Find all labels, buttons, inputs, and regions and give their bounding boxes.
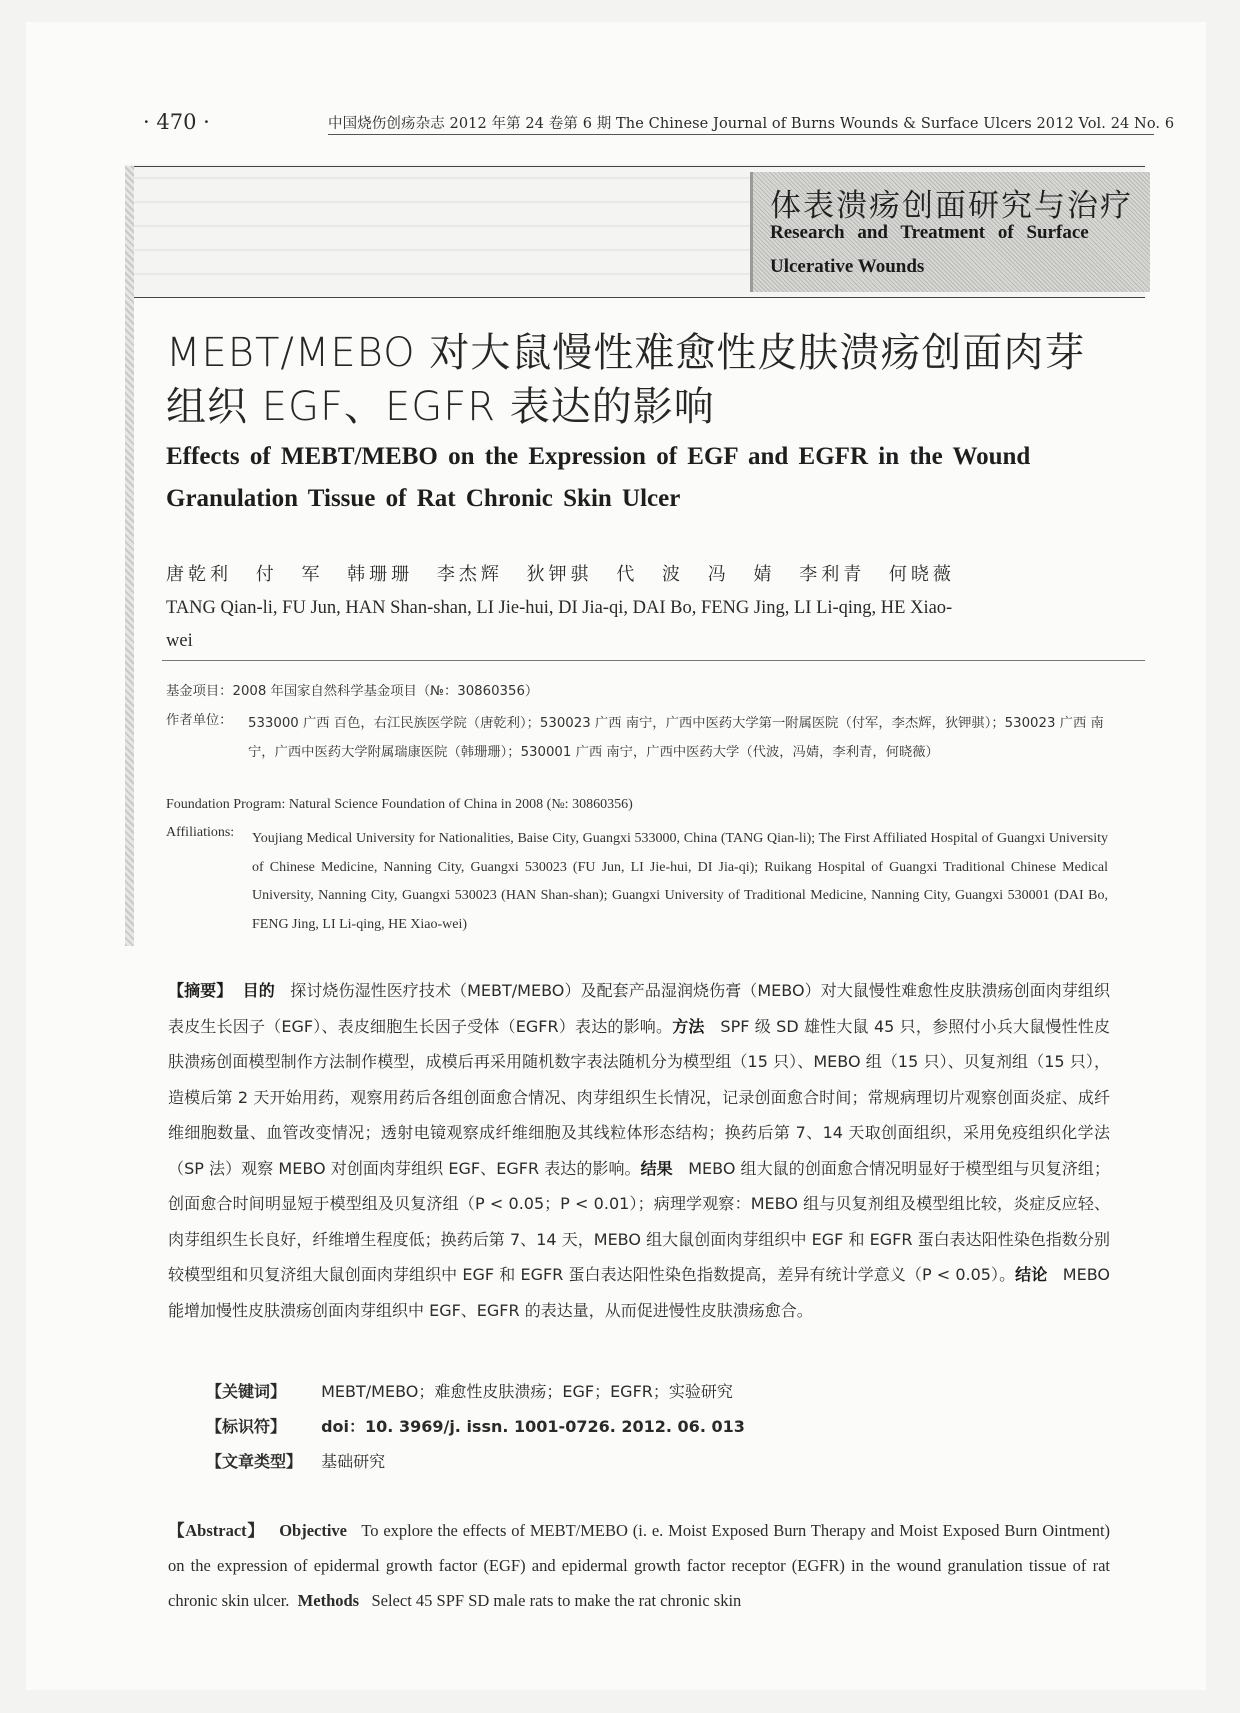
abstract-en-label: 【Abstract】 bbox=[168, 1521, 265, 1540]
article-title-cn: MEBT/MEBO 对大鼠慢性难愈性皮肤溃疡创面肉芽组织 EGF、EGFR 表达的影响 bbox=[166, 330, 1086, 430]
running-header: 中国烧伤创疡杂志 2012 年第 24 卷第 6 期 The Chinese Journal of Burns Wounds & Surface Ulcers 2012 Vol. 24 No. 6 bbox=[328, 116, 1175, 132]
methods-en-heading: Methods bbox=[297, 1591, 360, 1610]
conclusion-text: MEBO 能增加慢性皮肤溃疡创面肉芽组织中 EGF、EGFR 的表达量，从而促进慢性皮肤溃疡愈合。 bbox=[168, 1265, 1110, 1320]
article-type: 基础研究 bbox=[321, 1452, 386, 1471]
results-text: MEBO 组大鼠的创面愈合情况明显好于模型组与贝复济组；创面愈合时间明显短于模型组及贝复济组（P < 0.05；P < 0.01）；病理学观察：MEBO 组与贝复剂组及模型组比较，炎症反应轻、肉芽组织生长良好，纤维增生程度低；换药后第 7、14 天，MEBO 组大鼠创面肉芽组织中 EGF 和 EGFR 蛋白表达阳性染色指数分别较模型组和贝复济组大鼠创面肉芽组织中 EGF 和 EGFR 蛋白表达阳性染色指数提高，差异有统计学意义（P < 0.05）。 bbox=[168, 1158, 1110, 1284]
results-heading: 结果 bbox=[640, 1158, 673, 1178]
objective-en-heading: Objective bbox=[279, 1521, 348, 1540]
abstract-cn bbox=[168, 973, 1110, 1328]
authors-cn: 唐乾利 付 军 韩珊珊 李杰辉 狄钾骐 代 波 冯 婧 李利青 何晓薇 bbox=[166, 564, 955, 585]
margin-bar bbox=[125, 166, 134, 946]
affiliations-cn: 533000 广西 百色，右江民族医学院（唐乾利）；530023 广西 南宁，广西中医药大学第一附属医院（付军，李杰辉，狄钾骐）；530023 广西 南宁，广西中医药大学附属瑞康医院（韩珊珊）；530001 广西 南宁，广西中医药大学（代波，冯婧，李利青，何晓薇） bbox=[248, 716, 1104, 760]
divider-rule bbox=[125, 166, 1145, 167]
doi-link[interactable]: doi：10. 3969/j. issn. 1001-0726. 2012. 06. 013 bbox=[321, 1417, 745, 1436]
article-title-en: Effects of MEBT/MEBO on the Expression of EGF and EGFR in the Wound Granulation Tissue of Rat Chronic Skin Ulcer bbox=[166, 443, 1031, 512]
affiliations-en: Youjiang Medical University for Nationalities, Baise City, Guangxi 533000, China (TANG Qian-li); The First Affiliated Hospital of Guangxi University of Chinese Medicine, Nanning City, Guangxi 530023 (FU Jun, LI Jie-hui, DI Jia-qi); Ruikang Hospital of Guangxi Traditional Chinese Medical University, Nanning City, Guangxi 530023 (HAN Shan-shan); Guangxi University of Traditional Medicine, Nanning City, Guangxi 530001 (DAI Bo, FENG Jing, LI Li-qing, HE Xiao-wei) bbox=[252, 831, 1108, 932]
methods-text: SPF 级 SD 雄性大鼠 45 只，参照付小兵大鼠慢性性皮肤溃疡创面模型制作方法制作模型，成模后再采用随机数字表法随机分为模型组（15 只）、MEBO 组（15 只）、贝复剂组（15 只），造模后第 2 天开始用药，观察用药后各组创面愈合情况、肉芽组织生长情况，记录创面愈合时间；常规病理切片观察创面炎症、成纤维细胞数量、血管改变情况；透射电镜观察成纤维细胞及其线粒体形态结构；换药后第 7、14 天取创面组织，采用免疫组织化学法（SP 法）观察 MEBO 对创面肉芽组织 EGF、EGFR 表达的影响。 bbox=[168, 1016, 1110, 1178]
methods-en-text: Select 45 SPF SD male rats to make the rat chronic skin bbox=[371, 1591, 742, 1610]
abstract-label: 【摘要】 bbox=[168, 981, 233, 1000]
affiliation-label-en: Affiliations: bbox=[166, 825, 235, 840]
objective-text: 探讨烧伤湿性医疗技术（MEBT/MEBO）及配套产品湿润烧伤膏（MEBO）对大鼠慢性难愈性皮肤溃疡创面肉芽组织表皮生长因子（EGF）、表皮细胞生长因子受体（EGFR）表达的影响。 bbox=[168, 981, 1110, 1036]
column-title-cn: 体表溃疡创面研究与治疗 bbox=[770, 188, 1133, 224]
abstract-en bbox=[168, 1513, 1110, 1618]
funding-en: Foundation Program: Natural Science Foundation of China in 2008 (№: 30860356) bbox=[166, 797, 633, 812]
funding-cn: 基金项目：2008 年国家自然科学基金项目（№：30860356） bbox=[166, 684, 539, 699]
header-rule bbox=[328, 134, 1154, 135]
keywords-line bbox=[206, 1379, 733, 1402]
methods-heading: 方法 bbox=[672, 1016, 705, 1036]
affiliation-label-cn: 作者单位： bbox=[166, 713, 233, 728]
objective-heading: 目的 bbox=[242, 981, 275, 1000]
keywords-label: 【关键词】 bbox=[206, 1382, 287, 1401]
column-title-en: Ulcerative Wounds bbox=[770, 256, 925, 277]
conclusion-heading: 结论 bbox=[1015, 1265, 1048, 1284]
divider-rule bbox=[125, 297, 1145, 298]
article-type-label: 【文章类型】 bbox=[206, 1452, 303, 1471]
keywords: MEBT/MEBO；难愈性皮肤溃疡；EGF；EGFR；实验研究 bbox=[321, 1382, 733, 1401]
article-type-line bbox=[206, 1449, 385, 1472]
authors-en: TANG Qian-li, FU Jun, HAN Shan-shan, LI Jie-hui, DI Jia-qi, DAI Bo, FENG Jing, LI Li-qing, HE Xiao-wei bbox=[166, 598, 953, 651]
column-title-en: Research and Treatment of Surface bbox=[770, 222, 1089, 243]
identifier-label: 【标识符】 bbox=[206, 1417, 287, 1436]
objective-en-text: To explore the effects of MEBT/MEBO (i. e. Moist Exposed Burn Therapy and Moist Exposed Burn Ointment) on the expression of epidermal growth factor (EGF) and epidermal growth factor receptor (EGFR) in the wound granulation tissue of rat chronic skin ulcer. bbox=[168, 1521, 1111, 1610]
page-number: · 470 · bbox=[143, 110, 210, 134]
divider-rule bbox=[162, 660, 1145, 661]
identifier-line bbox=[206, 1414, 745, 1437]
